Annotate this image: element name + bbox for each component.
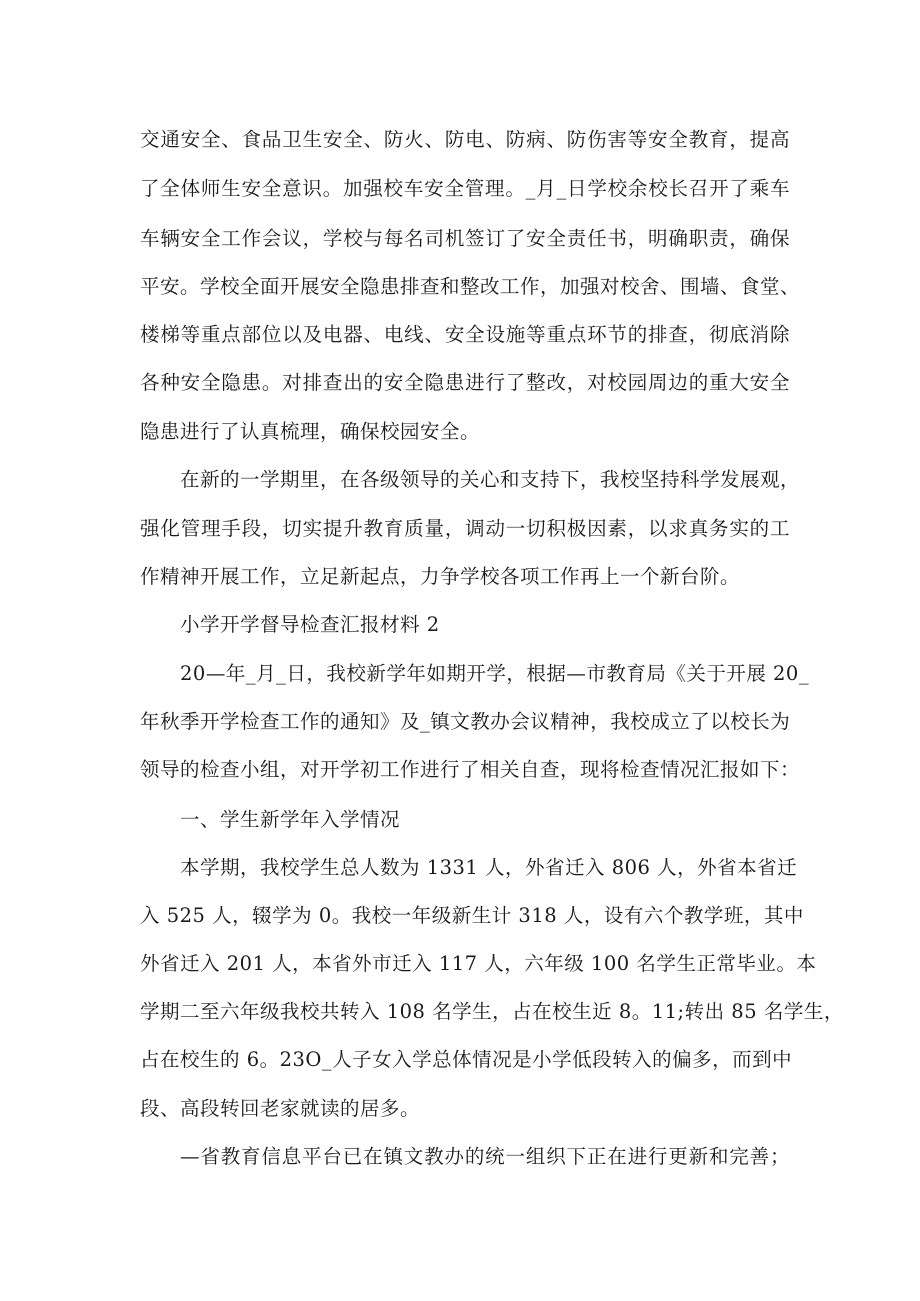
paragraph-1-line: 车辆安全工作会议，学校与每名司机签订了安全责任书，明确职责，确保 bbox=[140, 227, 790, 250]
paragraph-1-line: 隐患进行了认真梳理，确保校园安全。 bbox=[140, 420, 481, 443]
paragraph-4-line: 入 525 人，辍学为 0。我校一年级新生计 318 人，设有六个教学班，其中 bbox=[140, 904, 804, 927]
section-1-title: 一、学生新学年入学情况 bbox=[180, 808, 401, 831]
paragraph-4-line: 外省迁入 201 人，本省外市迁入 117 人，六年级 100 名学生正常毕业。本 bbox=[140, 952, 817, 975]
paragraph-1-line: 平安。学校全面开展安全隐患排查和整改工作，加强对校舍、围墙、食堂、 bbox=[140, 275, 801, 298]
paragraph-5-line: —省教育信息平台已在镇文教办的统一组织下正在进行更新和完善； bbox=[180, 1145, 790, 1168]
paragraph-2-line: 在新的一学期里，在各级领导的关心和支持下，我校坚持科学发展观， bbox=[180, 468, 801, 491]
section-heading: 小学开学督导检查汇报材料 2 bbox=[180, 613, 440, 636]
paragraph-3-line: 年秋季开学检查工作的通知》及_镇文教办会议精神，我校成立了以校长为 bbox=[140, 710, 791, 733]
paragraph-1-line: 楼梯等重点部位以及电器、电线、安全设施等重点环节的排查，彻底消除 bbox=[140, 323, 790, 346]
paragraph-1-line: 各种安全隐患。对排查出的安全隐患进行了整改，对校园周边的重大安全 bbox=[140, 371, 790, 394]
paragraph-3-line: 领导的检查小组，对开学初工作进行了相关自查，现将检查情况汇报如下： bbox=[140, 758, 801, 781]
paragraph-1-line: 交通安全、食品卫生安全、防火、防电、防病、防伤害等安全教育，提高 bbox=[140, 128, 790, 151]
paragraph-4-line: 占在校生的 6。23O_人子女入学总体情况是小学低段转入的偏多，而到中 bbox=[140, 1048, 793, 1071]
paragraph-4-line: 本学期，我校学生总人数为 1331 人，外省迁入 806 人，外省本省迁 bbox=[180, 856, 798, 879]
paragraph-2-line: 作精神开展工作，立足新起点，力争学校各项工作再上一个新台阶。 bbox=[140, 565, 741, 588]
paragraph-3-line: 20—年_月_日，我校新学年如期开学，根据—市教育局《关于开展 20_ bbox=[180, 662, 810, 685]
paragraph-1-line: 了全体师生安全意识。加强校车安全管理。_月_日学校余校长召开了乘车 bbox=[140, 177, 790, 200]
paragraph-2-line: 强化管理手段，切实提升教育质量，调动一切积极因素，以求真务实的工 bbox=[140, 517, 790, 540]
paragraph-4-line: 学期二至六年级我校共转入 108 名学生，占在校生近 8。11;转出 85 名学生， bbox=[140, 1000, 844, 1023]
paragraph-4-line: 段、高段转回老家就读的居多。 bbox=[140, 1097, 421, 1120]
